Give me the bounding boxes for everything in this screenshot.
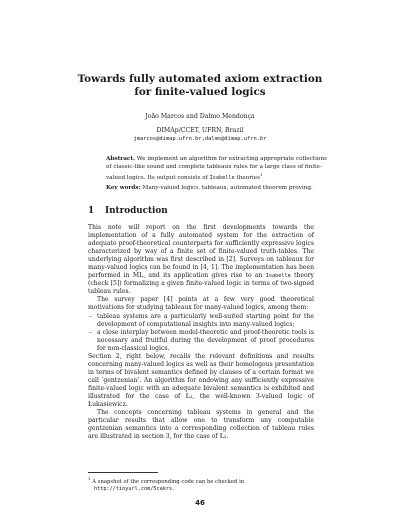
- author-emails: jmarcos@dimap.ufrn.br,dalmo@dimap.ufrn.br: [133, 136, 267, 142]
- footnote-rule: [88, 472, 158, 473]
- paragraph-1: [88, 224, 314, 296]
- section-title: Introduction: [105, 206, 168, 216]
- keywords-text: Many-valued logics, tableaux, automated theorem proving.: [142, 185, 313, 191]
- paragraph-1-text-b: theory (check [5]) formalizing a given finite-valued logic in terms of two-signed tableau rules.: [88, 272, 314, 296]
- list-item: – a close interplay between model-theoretic and proof-theoretic tools is necessary and fruitful during the development of proof procedures for non-classical logics.: [88, 329, 314, 353]
- paragraph-1-text-a: This note will report on the first developments towards the implementation of a fully automated system for the extraction of adequate proof-theoretical counterparts for sufficiently expressive logics characterized by way of a finite set of finite-valued truth-tables. The underlying algorithm was first described in [2]. Surveys on tableaux for many-valued logics can be found in [4, 1]. The implementation has been performed in ML, and its application gives rise to an: [88, 224, 314, 280]
- abstract-code: Isabelle: [209, 174, 235, 181]
- footnote-text: A snapshot of the corresponding code can be checked in: [92, 478, 245, 485]
- page-number: 46: [195, 499, 205, 507]
- paragraph-2: The survey paper [4] points at a few very good theoretical motivations for studying tableaux for many-valued logics, among them:: [88, 296, 314, 312]
- paragraph-1-code: Isabelle: [265, 273, 291, 280]
- footnote-url[interactable]: http://tinyurl.com/5cakrs.: [94, 485, 176, 492]
- footnote: [88, 475, 314, 493]
- footnote-marker: 1: [260, 172, 263, 177]
- list-item: – tableau systems are a particularly well-suited starting point for the development of computational insights into many-valued logics;: [88, 313, 314, 329]
- keywords: [106, 184, 328, 192]
- title-line-1: Towards fully automated axiom extraction: [77, 73, 323, 85]
- paper-title: [60, 73, 340, 99]
- affiliation: DIMAp/CCET, UFRN, Brazil: [156, 127, 244, 134]
- motivation-list: [88, 313, 314, 353]
- authors: João Marcos and Dalmo Mendonça: [145, 113, 255, 120]
- abstract-label: Abstract.: [106, 156, 135, 162]
- paragraph-3: Section 2, right below, recalls the relevant definitions and results concerning many-valued logics as well as their homologous presentation in terms of bivalent semantics defined by clauses of a certain format we call ‘gentzenian’. An algorithm for endowing any sufficiently expressive finite-valued logic with an adequate bivalent semantics is exhibited and illustrated for the case of Ł₃, the well-known 3-valued logic of Łukasiewicz.: [88, 352, 314, 409]
- keywords-label: Key words:: [106, 185, 141, 191]
- abstract-text-end: theories: [236, 174, 261, 181]
- section-body: [88, 224, 314, 441]
- title-line-2: for finite-valued logics: [134, 86, 266, 98]
- section-number: 1: [88, 206, 95, 216]
- footnote-number: 1: [88, 476, 91, 481]
- abstract-text: We implement an algorithm for extracting appropriate collections of classic-like sound and complete tableaux rules for a large class of finite-valued logics. Its output consists of: [106, 156, 327, 181]
- abstract: [106, 155, 328, 182]
- paragraph-4: The concepts concerning tableau systems in general and the particular results that allow one to transform any computable gentzenian semantics into a corresponding collection of tableau rules are illustrated in section 3, for the case of Ł₃.: [88, 409, 314, 441]
- section-heading: [88, 206, 168, 216]
